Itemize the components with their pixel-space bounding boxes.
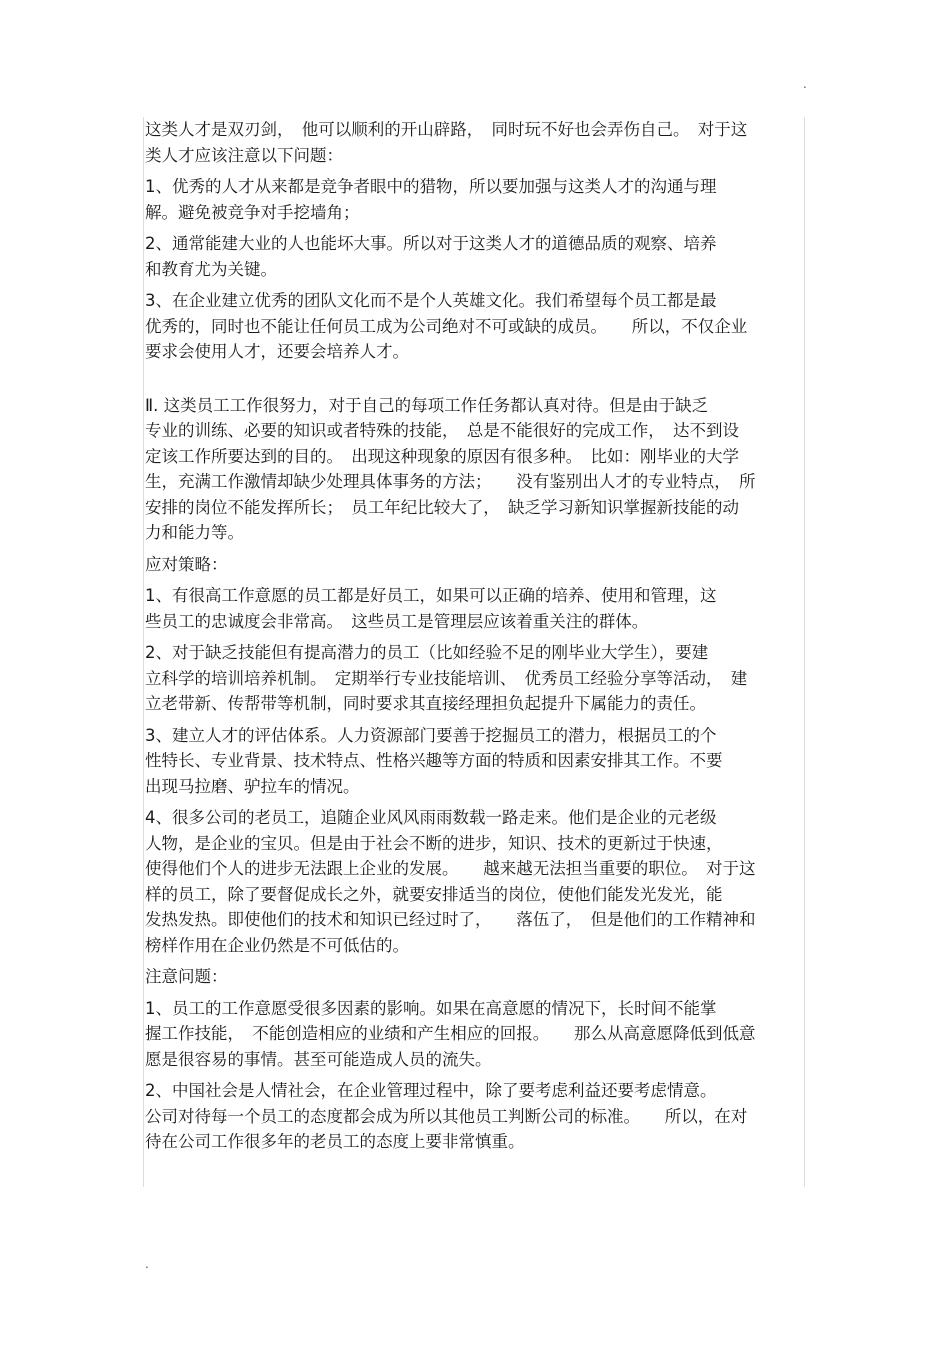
text-line: 发热发热。即使他们的技术和知识已经过时了， 落伍了， 但是他们的工作精神和 [145,910,756,929]
paragraph-strategy-3 [145,723,804,800]
text-line: 1、员工的工作意愿受很多因素的影响。如果在高意愿的情况下，长时间不能掌 [145,998,717,1018]
paragraph-note-1 [145,996,804,1073]
text-line: 样的员工，除了要督促成长之外，就要安排适当的岗位，使他们能发光发光，能 [145,884,723,904]
heading-notes [145,964,804,990]
paragraph-intro [145,117,804,168]
text-line: 待在公司工作很多年的老员工的态度上要非常慎重。 [145,1132,525,1151]
text-line: 要求会使用人才，还要会培养人才。 [145,342,409,361]
top-right-marker: . [803,77,807,91]
text-line: 力和能力等。 [145,523,244,542]
paragraph-note-2 [145,1078,804,1155]
text-line: 类人才应该注意以下问题： [145,145,343,165]
text-line: 安排的岗位不能发挥所长； 员工年纪比较大了， 缺乏学习新知识掌握新技能的动 [145,497,739,517]
text-line: 3、建立人才的评估体系。人力资源部门要善于挖掘员工的潜力，根据员工的个 [145,725,717,745]
text-line: 解。避免被竞争对手挖墙角； [145,202,360,222]
text-line: 定该工作所要达到的目的。 出现这种现象的原因有很多种。 比如：刚毕业的大学 [145,446,739,466]
paragraph-point-2 [145,231,804,282]
text-line: 些员工的忠诚度会非常高。 这些员工是管理层应该着重关注的群体。 [145,611,649,631]
text-line: 应对策略： [145,554,228,574]
text-line: 注意问题： [145,967,228,986]
text-line: 优秀的，同时也不能让任何员工成为公司绝对不可或缺的成员。 所以，不仅企业 [145,316,748,336]
paragraph-point-1 [145,174,804,225]
paragraph-point-3 [145,288,804,365]
text-line: 生，充满工作激情却缺少处理具体事务的方法； 没有鉴别出人才的专业特点， 所 [145,472,756,491]
paragraph-strategy-4 [145,805,804,958]
text-line: 愿是很容易的事情。甚至可能造成人员的流失。 [145,1049,492,1069]
document-body [143,117,805,1187]
text-line: 2、中国社会是人情社会，在企业管理过程中，除了要考虑利益还要考虑情意。 [145,1081,717,1100]
text-line: 使得他们个人的进步无法跟上企业的发展。 越来越无法担当重要的职位。 对于这 [145,859,756,878]
text-line: 立老带新、传帮带等机制，同时要求其直接经理担负起提升下属能力的责任。 [145,694,706,713]
heading-strategy [145,552,804,578]
paragraph-section-ii [145,393,804,546]
text-line: 人物，是企业的宝贝。但是由于社会不断的进步，知识、技术的更新过于快速， [145,833,723,853]
text-line: Ⅱ. 这类员工工作很努力，对于自己的每项工作任务都认真对待。但是由于缺乏 [145,395,709,415]
text-line: 立科学的培训培养机制。 定期举行专业技能培训、 优秀员工经验分享等活动， 建 [145,668,748,688]
text-line: 公司对待每一个员工的态度都会成为所以其他员工判断公司的标准。 所以，在对 [145,1106,748,1126]
text-line: 2、对于缺乏技能但有提高潜力的员工（比如经验不足的刚毕业大学生），要建 [145,643,709,662]
text-line: 4、很多公司的老员工，追随企业风风雨雨数载一路走来。他们是企业的元老级 [145,808,717,827]
paragraph-strategy-1 [145,583,804,634]
text-line: 出现马拉磨、驴拉车的情况。 [145,776,360,796]
text-line: 这类人才是双刃剑， 他可以顺利的开山辟路， 同时玩不好也会弄伤自己。 对于这 [145,120,748,139]
text-line: 1、有很高工作意愿的员工都是好员工，如果可以正确的培养、使用和管理，这 [145,586,717,605]
text-line: 和教育尤为关键。 [145,259,277,279]
bottom-left-marker: . [145,1257,149,1271]
text-line: 3、在企业建立优秀的团队文化而不是个人英雄文化。我们希望每个员工都是最 [145,291,717,310]
paragraph-strategy-2 [145,640,804,717]
text-line: 性特长、专业背景、技术特点、性格兴趣等方面的特质和因素安排其工作。不要 [145,751,723,770]
text-line: 握工作技能， 不能创造相应的业绩和产生相应的回报。 那么从高意愿降低到低意 [145,1024,756,1043]
text-line: 专业的训练、必要的知识或者特殊的技能， 总是不能很好的完成工作， 达不到设 [145,421,739,440]
text-line: 榜样作用在企业仍然是不可低估的。 [145,935,409,955]
text-line: 1、优秀的人才从来都是竞争者眼中的猎物，所以要加强与这类人才的沟通与理 [145,177,717,196]
text-line: 2、通常能建大业的人也能坏大事。所以对于这类人才的道德品质的观察、培养 [145,234,717,253]
